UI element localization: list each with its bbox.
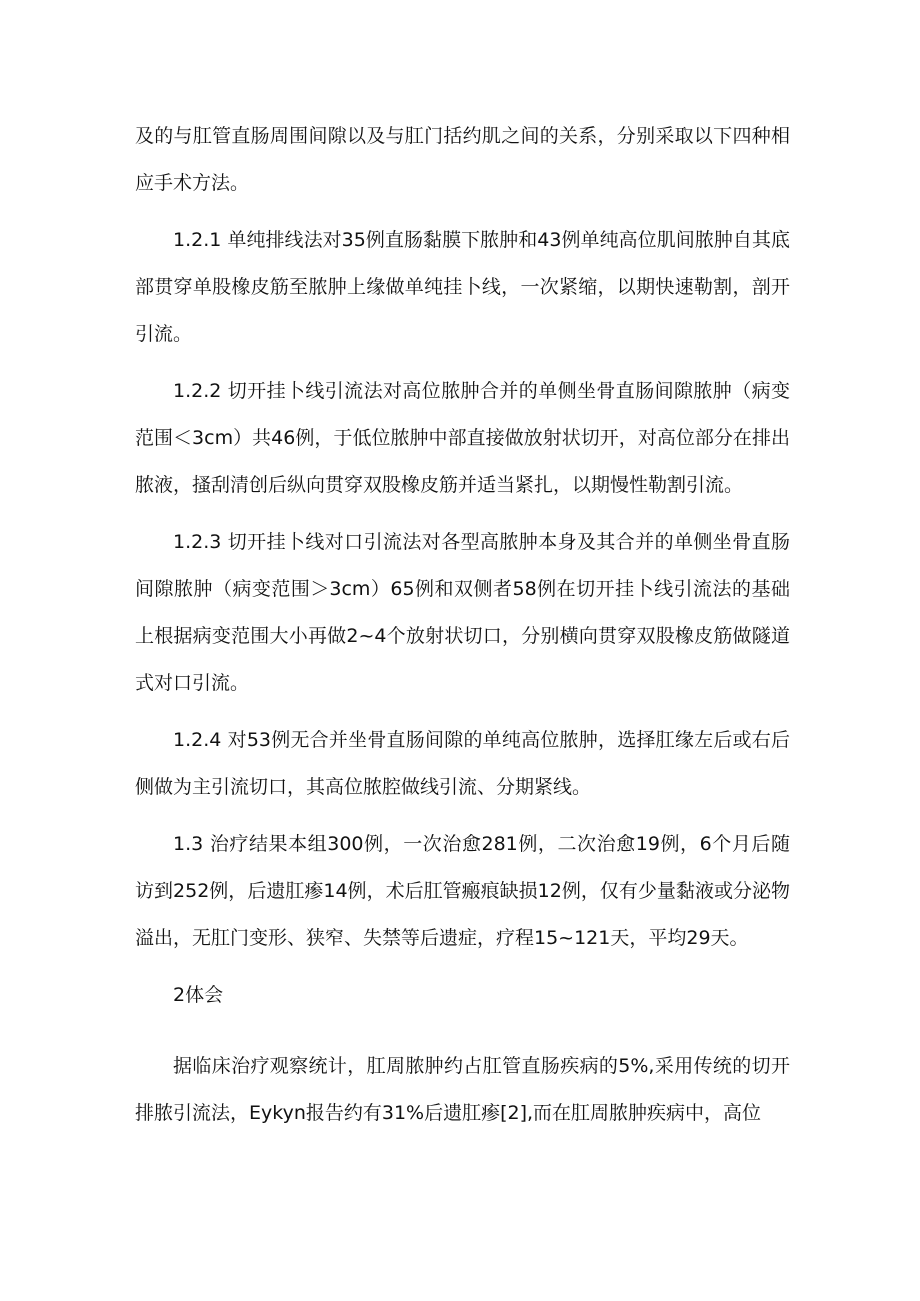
paragraph-1-3-results: 1.3 治疗结果本组300例，一次治愈281例，二次治愈19例，6个月后随访到252例，后遗肛瘆14例，术后肛管瘢痕缺损12例，仅有少量黏液或分泌物溢出，无肛门变形、狭窄、失禁等后遗症，疗程15~121天，平均29天。 (135, 833, 790, 949)
paragraph-continuation: 及的与肛管直肠周围间隙以及与肛门括约肌之间的关系，分别采取以下四种相应手术方法。 (135, 125, 790, 194)
section-heading: 2体会 (173, 984, 224, 1006)
paragraph-1-2-1: 1.2.1 单纯排线法对35例直肠黏膜下脓肿和43例单纯高位肌间脓肿自其底部贯穿单股橡皮筋至脓肿上缘做单纯挂卜线，一次紧缩，以期快速勒割，剖开引流。 (135, 229, 790, 345)
paragraph-1-2-3: 1.2.3 切开挂卜线对口引流法对各型高脓肿本身及其合并的单侧坐骨直肠间隙脓肿（病变范围＞3cm）65例和双侧者58例在切开挂卜线引流法的基础上根据病变范围大小再做2~4个放射状切口，分别横向贯穿双股橡皮筋做隧道式对口引流。 (135, 531, 790, 694)
paragraph-discussion: 据临床治疗观察统计，肛周脓肿约占肛管直肠疾病的5%,采用传统的切开排脓引流法，Eykyn报告约有31%后遗肛瘆[2],而在肛周脓肿疾病中，高位 (135, 1055, 790, 1124)
paragraph-1-2-2: 1.2.2 切开挂卜线引流法对高位脓肿合并的单侧坐骨直肠间隙脓肿（病变范围＜3cm）共46例，于低位脓肿中部直接做放射状切开，对高位部分在排出脓液，搔刮清创后纵向贯穿双股橡皮筋并适当紧扎，以期慢性勒割引流。 (135, 380, 790, 496)
paragraph-1-2-4: 1.2.4 对53例无合并坐骨直肠间隙的单纯高位脓肿，选择肛缘左后或右后侧做为主引流切口，其高位脓腔做线引流、分期紧线。 (135, 729, 790, 798)
document-body (135, 113, 790, 1147)
